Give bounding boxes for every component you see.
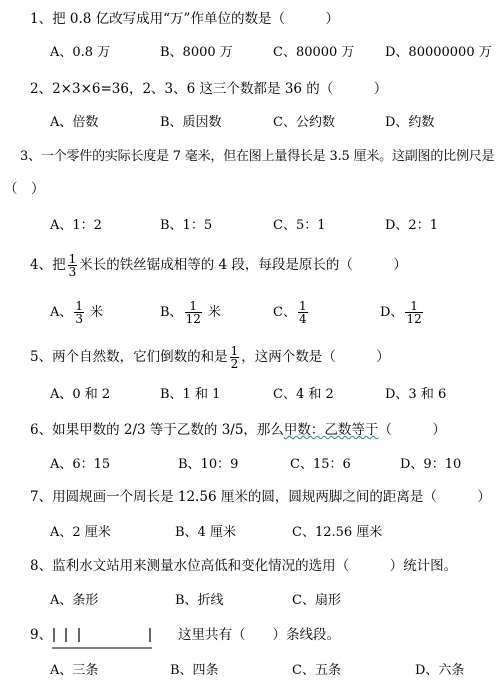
option-c[interactable]: C、80000 万 xyxy=(273,45,355,60)
option-a[interactable] xyxy=(50,300,103,325)
option-c[interactable]: C、五条 xyxy=(292,663,341,678)
option-c[interactable]: C、5：1 xyxy=(273,218,326,233)
option-unit: 米 xyxy=(90,305,104,320)
option-b[interactable]: B、四条 xyxy=(170,663,219,678)
option-prefix: C、 xyxy=(273,305,296,320)
question-6 xyxy=(30,421,446,439)
option-prefix: D、 xyxy=(380,305,404,320)
question-5 xyxy=(30,345,390,370)
line-segment-figure xyxy=(52,624,156,654)
question-6-text-post: （ ） xyxy=(378,422,446,438)
option-d[interactable]: D、3 和 6 xyxy=(385,387,447,402)
question-5-text-pre: 5、两个自然数，它们倒数的和是 xyxy=(30,349,228,365)
option-a[interactable]: A、2 厘米 xyxy=(50,525,111,540)
fraction xyxy=(185,300,202,325)
option-d[interactable]: D、六条 xyxy=(415,663,465,678)
option-c[interactable]: C、公约数 xyxy=(273,115,335,130)
fraction-numerator: 1 xyxy=(189,299,198,313)
option-a[interactable]: A、0.8 万 xyxy=(50,45,111,60)
option-d[interactable]: D、2：1 xyxy=(385,218,438,233)
question-4-text-pre: 4、把 xyxy=(30,257,66,273)
option-a[interactable]: A、6：15 xyxy=(50,457,111,472)
fraction-numerator: 1 xyxy=(410,299,418,313)
option-b[interactable]: B、折线 xyxy=(175,593,224,608)
option-b[interactable]: B、1 和 1 xyxy=(160,387,221,402)
fraction xyxy=(230,345,240,370)
question-3-line-1: 3、一个零件的实际长度是 7 毫米，但在图上量得长是 3.5 厘米。这副图的比例尺是 xyxy=(20,149,495,164)
option-d[interactable]: D、约数 xyxy=(385,115,435,130)
question-8: 8、监利水文站用来测量水位高低和变化情况的选用（ ）统计图。 xyxy=(30,558,458,574)
option-d[interactable]: D、80000000 万 xyxy=(385,45,492,60)
option-c[interactable] xyxy=(273,300,310,325)
fraction xyxy=(298,300,308,325)
fraction-denominator: 12 xyxy=(185,312,201,326)
fraction-denominator: 2 xyxy=(230,357,239,371)
question-7: 7、用圆规画一个周长是 12.56 厘米的圆，圆规两脚之间的距离是（ ） xyxy=(30,489,491,505)
option-c[interactable]: C、15：6 xyxy=(290,457,351,472)
question-9-text: 这里共有（ ）条线段。 xyxy=(178,627,340,643)
fraction-numerator: 1 xyxy=(75,299,84,313)
fraction-numerator: 1 xyxy=(230,344,239,358)
option-a[interactable]: A、条形 xyxy=(50,593,99,608)
option-b[interactable]: B、1：5 xyxy=(160,218,213,233)
question-3-line-2: （ ） xyxy=(4,181,45,197)
option-a[interactable]: A、三条 xyxy=(50,663,99,678)
question-6-text-pre: 6、如果甲数的 2/3 等于乙数的 3/5，那么 xyxy=(30,422,284,438)
option-b[interactable]: B、质因数 xyxy=(160,115,222,130)
option-d[interactable]: D、9：10 xyxy=(400,457,462,472)
fraction xyxy=(405,300,422,325)
option-c[interactable]: C、4 和 2 xyxy=(273,387,334,402)
option-a[interactable]: A、0 和 2 xyxy=(50,387,111,402)
option-c[interactable]: C、扇形 xyxy=(292,593,341,608)
option-b[interactable]: B、4 厘米 xyxy=(175,525,236,540)
fraction-numerator: 1 xyxy=(298,299,307,313)
option-d[interactable] xyxy=(380,300,425,325)
question-9-number: 9、 xyxy=(30,627,53,643)
option-a[interactable]: A、1：2 xyxy=(50,218,102,233)
question-1: 1、把 0.8 亿改写成用“万”作单位的数是（ ） xyxy=(30,11,339,27)
fraction-denominator: 3 xyxy=(75,312,84,326)
option-b[interactable] xyxy=(160,300,221,325)
option-c[interactable]: C、12.56 厘米 xyxy=(292,525,383,540)
fraction xyxy=(74,300,84,325)
question-4-text-post: 米长的铁丝锯成相等的 4 段，每段是原长的（ ） xyxy=(79,257,407,273)
question-6-wavy-text: 甲数：乙数等于 xyxy=(283,422,379,438)
option-a[interactable]: A、倍数 xyxy=(50,115,99,130)
option-unit: 米 xyxy=(207,305,221,320)
option-b[interactable]: B、10：9 xyxy=(178,457,239,472)
fraction-denominator: 4 xyxy=(298,312,307,326)
option-b[interactable]: B、8000 万 xyxy=(160,45,233,60)
fraction-numerator: 1 xyxy=(68,252,77,266)
fraction xyxy=(68,253,78,278)
question-4 xyxy=(30,253,407,278)
fraction-denominator: 12 xyxy=(406,312,422,326)
question-5-text-post: ，这两个数是（ ） xyxy=(241,349,390,365)
option-prefix: B、 xyxy=(160,305,183,320)
question-2: 2、2×3×6=36，2、3、6 这三个数都是 36 的（ ） xyxy=(30,81,388,97)
option-prefix: A、 xyxy=(50,305,73,320)
fraction-denominator: 3 xyxy=(68,265,77,279)
